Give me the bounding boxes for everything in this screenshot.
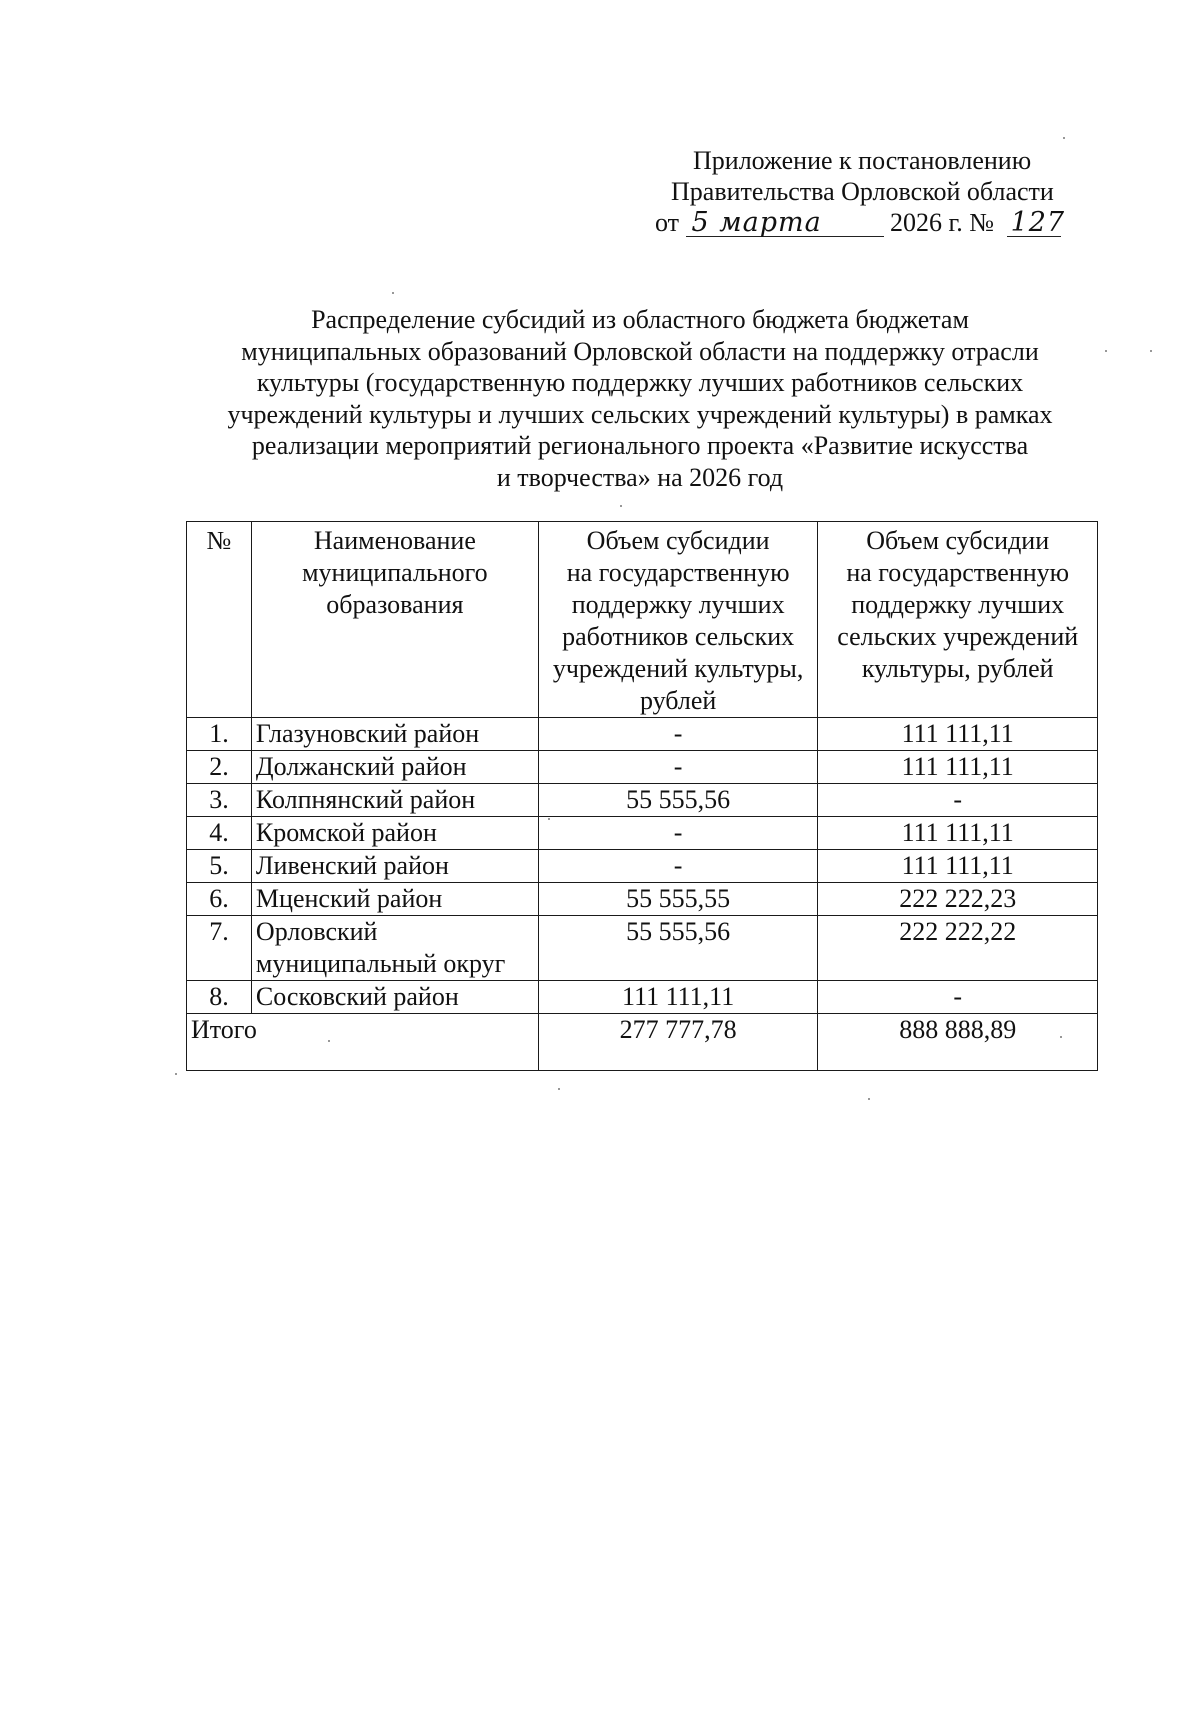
- row-workers-value: -: [538, 850, 818, 883]
- appendix-line-1: Приложение к постановлению: [693, 146, 1032, 175]
- row-institutions-value: 111 111,11: [818, 751, 1098, 784]
- table-row: [187, 817, 1098, 850]
- row-num: 8.: [187, 981, 252, 1014]
- row-workers-value: 55 555,55: [538, 883, 818, 916]
- scan-speck: [1105, 350, 1107, 352]
- header-name: Наименование муниципального образования: [251, 522, 538, 718]
- scan-speck: [175, 1073, 177, 1075]
- table-row: [187, 751, 1098, 784]
- row-institutions-value: -: [818, 981, 1098, 1014]
- row-workers-value: 55 555,56: [538, 784, 818, 817]
- row-institutions-value: 111 111,11: [818, 718, 1098, 751]
- appendix-year: 2026 г. №: [890, 208, 995, 237]
- row-workers-value: -: [538, 718, 818, 751]
- scan-speck: [548, 818, 550, 820]
- total-row: [187, 1014, 1098, 1071]
- row-num: 3.: [187, 784, 252, 817]
- scan-speck: [868, 1098, 870, 1100]
- title-line: муниципальных образований Орловской области на поддержку отрасли: [241, 336, 1039, 366]
- row-name: Ливенский район: [251, 850, 538, 883]
- scan-speck: [1060, 1036, 1062, 1038]
- row-institutions-value: -: [818, 784, 1098, 817]
- appendix-block: [655, 145, 1075, 238]
- scan-speck: [392, 292, 394, 294]
- row-name: Должанский район: [251, 751, 538, 784]
- row-institutions-value: 111 111,11: [818, 850, 1098, 883]
- row-name: Сосковский район: [251, 981, 538, 1014]
- table-row: [187, 883, 1098, 916]
- scan-speck: [328, 1040, 330, 1042]
- handwritten-number: 127: [1007, 210, 1061, 237]
- row-name: Мценский район: [251, 883, 538, 916]
- header-workers-subsidy: Объем субсидии на государственную поддержку лучших работников сельских учреждений культуры, рублей: [538, 522, 818, 718]
- row-name: Орловский муниципальный округ: [251, 916, 538, 981]
- subsidy-table: [186, 521, 1098, 1071]
- title-line: реализации мероприятий регионального проекта «Развитие искусства: [251, 431, 1029, 460]
- title-line: и творчества» на 2026 год: [496, 462, 784, 492]
- table-row: [187, 981, 1098, 1014]
- total-workers-value: 277 777,78: [538, 1014, 818, 1071]
- table-row: [187, 718, 1098, 751]
- title-line: учреждений культуры и лучших сельских учреждений культуры) в рамках: [227, 399, 1053, 429]
- row-workers-value: -: [538, 751, 818, 784]
- row-workers-value: -: [538, 817, 818, 850]
- row-name: Глазуновский район: [251, 718, 538, 751]
- scan-speck: [558, 1088, 560, 1090]
- appendix-prefix: от: [655, 208, 680, 237]
- row-name: Колпнянский район: [251, 784, 538, 817]
- row-institutions-value: 222 222,22: [818, 916, 1098, 981]
- scan-speck: [1063, 137, 1065, 139]
- row-institutions-value: 222 222,23: [818, 883, 1098, 916]
- row-num: 2.: [187, 751, 252, 784]
- row-workers-value: 111 111,11: [538, 981, 818, 1014]
- header-num: №: [187, 522, 252, 718]
- appendix-line-3: [655, 207, 1075, 238]
- table-row: [187, 784, 1098, 817]
- row-num: 4.: [187, 817, 252, 850]
- row-name: Кромской район: [251, 817, 538, 850]
- handwritten-date: 5 марта: [686, 210, 884, 237]
- table-row: [187, 850, 1098, 883]
- table-row: [187, 916, 1098, 981]
- scan-speck: [1150, 350, 1152, 352]
- scan-speck: [620, 505, 622, 507]
- total-label: Итого: [187, 1014, 539, 1071]
- title-line: культуры (государственную поддержку лучших работников сельских: [256, 368, 1024, 397]
- total-institutions-value: 888 888,89: [818, 1014, 1098, 1071]
- appendix-line-2: Правительства Орловской области: [671, 177, 1054, 206]
- document-title: [190, 304, 1090, 493]
- header-institutions-subsidy: Объем субсидии на государственную поддержку лучших сельских учреждений культуры, рублей: [818, 522, 1098, 718]
- row-institutions-value: 111 111,11: [818, 817, 1098, 850]
- table-header-row: [187, 522, 1098, 718]
- row-num: 7.: [187, 916, 252, 981]
- title-line: Распределение субсидий из областного бюджета бюджетам: [311, 305, 969, 334]
- row-num: 5.: [187, 850, 252, 883]
- row-workers-value: 55 555,56: [538, 916, 818, 981]
- row-num: 1.: [187, 718, 252, 751]
- row-num: 6.: [187, 883, 252, 916]
